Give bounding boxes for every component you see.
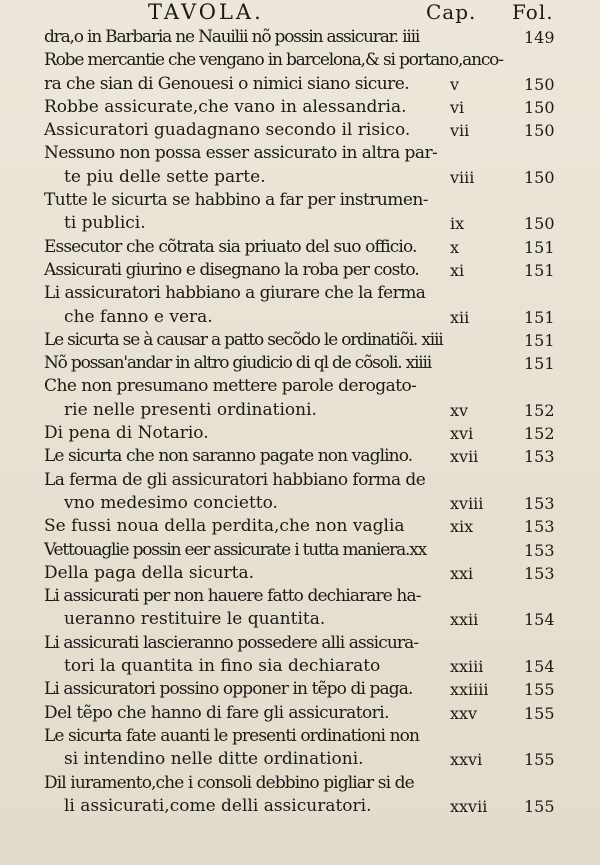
entry-text: Li assicuratori habbiano a giurare che la ferma xyxy=(44,283,426,304)
folio-number: 153 xyxy=(524,517,555,537)
index-row xyxy=(0,608,600,631)
chapter-number: xxi xyxy=(450,563,474,583)
column-header-fol: Fol. xyxy=(512,0,554,24)
entry-text: li assicurati,come delli assicuratori. xyxy=(64,795,372,816)
entry-text: ueranno restituire le quantita. xyxy=(64,609,326,630)
index-row xyxy=(0,329,600,352)
chapter-number: xxv xyxy=(450,703,478,723)
chapter-number: vi xyxy=(450,97,465,117)
entry-text: ti publici. xyxy=(64,213,146,234)
chapter-number: xviii xyxy=(450,493,484,513)
index-row xyxy=(0,282,600,305)
index-row xyxy=(0,772,600,795)
chapter-number: vii xyxy=(450,121,470,141)
folio-number: 151 xyxy=(524,260,555,280)
folio-number: 155 xyxy=(524,750,555,770)
folio-number: 151 xyxy=(524,354,555,374)
folio-number: 150 xyxy=(524,97,555,117)
entry-text: Essecutor che cõtrata sia priuato del suo officio. xyxy=(44,236,417,257)
entry-text: Dil iuramento,che i consoli debbino pigliar si de xyxy=(44,772,414,793)
index-row xyxy=(0,562,600,585)
folio-number: 151 xyxy=(524,237,555,257)
index-row xyxy=(0,539,600,562)
entry-text: tori la quantita in fino sia dechiarato xyxy=(64,656,381,677)
folio-number: 150 xyxy=(524,167,555,187)
index-row xyxy=(0,515,600,538)
index-row xyxy=(0,469,600,492)
entry-text: Li assicurati per non hauere fatto dechiarare ha- xyxy=(44,586,421,607)
folio-number: 149 xyxy=(524,28,555,47)
index-row xyxy=(0,306,600,329)
chapter-number: xv xyxy=(450,400,469,420)
index-row xyxy=(0,236,600,259)
entry-text: Assicurati giurino e disegnano la roba per costo. xyxy=(44,259,419,280)
entry-text: Tutte le sicurta se habbino a far per instrumen- xyxy=(44,190,428,211)
folio-number: 155 xyxy=(524,703,555,723)
entry-text: Se fussi noua della perdita,che non vaglia xyxy=(44,516,405,537)
folio-number: 155 xyxy=(524,796,555,816)
entry-text: Del tẽpo che hanno di fare gli assicuratori. xyxy=(44,702,389,723)
chapter-number: v xyxy=(450,74,460,94)
index-row xyxy=(0,26,600,49)
index-row xyxy=(0,352,600,375)
entry-text: Nõ possan'andar in altro giudicio di ql de cõsoli. xiiii xyxy=(44,353,431,374)
entry-text: Assicuratori guadagnano secondo il risico. xyxy=(44,120,411,141)
entry-text: Le sicurta che non saranno pagate non vaglino. xyxy=(44,446,413,467)
chapter-number: x xyxy=(450,237,460,257)
index-row xyxy=(0,655,600,678)
index-row xyxy=(0,445,600,468)
index-table xyxy=(0,26,600,818)
folio-number: 150 xyxy=(524,121,555,141)
folio-number: 154 xyxy=(524,610,555,630)
chapter-number: xi xyxy=(450,260,465,280)
index-row xyxy=(0,166,600,189)
entry-text: Vettouaglie possin eer assicurate i tutta maniera.xx xyxy=(44,539,426,560)
index-row xyxy=(0,119,600,142)
entry-text: La ferma de gli assicuratori habbiano forma de xyxy=(44,469,426,490)
chapter-number: xii xyxy=(450,307,470,327)
index-row xyxy=(0,142,600,165)
entry-text: Li assicuratori possino opponer in tẽpo di paga. xyxy=(44,679,413,700)
index-row xyxy=(0,702,600,725)
chapter-number: xvi xyxy=(450,424,474,444)
folio-number: 153 xyxy=(524,563,555,583)
entry-text: dra,o in Barbaria ne Nauilii nõ possin assicurar. iiii xyxy=(44,27,420,47)
entry-text: Robbe assicurate,che vano in alessandria. xyxy=(44,96,407,117)
entry-text: Le sicurta se à causar a patto secõdo le ordinatiõi. xiii xyxy=(44,329,443,350)
index-row xyxy=(0,585,600,608)
entry-text: Robe mercantie che vengano in barcelona,& si portano,anco- xyxy=(44,50,503,71)
chapter-number: xxvi xyxy=(450,750,483,770)
folio-number: 150 xyxy=(524,74,555,94)
folio-number: 150 xyxy=(524,214,555,234)
folio-number: 153 xyxy=(524,493,555,513)
index-row xyxy=(0,795,600,818)
index-row xyxy=(0,212,600,235)
folio-number: 152 xyxy=(524,424,555,444)
index-row xyxy=(0,725,600,748)
chapter-number: viii xyxy=(450,167,475,187)
folio-number: 151 xyxy=(524,330,555,350)
chapter-number: xxiii xyxy=(450,657,484,677)
chapter-number: xxvii xyxy=(450,796,488,816)
chapter-number: xix xyxy=(450,517,474,537)
index-row xyxy=(0,422,600,445)
column-header-cap: Cap. xyxy=(426,0,477,24)
index-row xyxy=(0,678,600,701)
index-row xyxy=(0,96,600,119)
entry-text: Di pena di Notario. xyxy=(44,423,209,444)
index-row xyxy=(0,399,600,422)
folio-number: 151 xyxy=(524,307,555,327)
index-row xyxy=(0,375,600,398)
page-title: TAVOLA. xyxy=(148,0,264,24)
entry-text: si intendino nelle ditte ordinationi. xyxy=(64,749,364,770)
index-row xyxy=(0,49,600,72)
folio-number: 152 xyxy=(524,400,555,420)
index-row xyxy=(0,259,600,282)
entry-text: te piu delle sette parte. xyxy=(64,166,266,187)
chapter-number: xxii xyxy=(450,610,479,630)
index-row xyxy=(0,73,600,96)
index-row xyxy=(0,492,600,515)
entry-text: Le sicurta fate auanti le presenti ordinationi non xyxy=(44,725,420,746)
index-row xyxy=(0,189,600,212)
folio-number: 153 xyxy=(524,540,555,560)
index-row xyxy=(0,748,600,771)
folio-number: 153 xyxy=(524,447,555,467)
folio-number: 155 xyxy=(524,680,555,700)
entry-text: rie nelle presenti ordinationi. xyxy=(64,399,317,420)
entry-text: che fanno e vera. xyxy=(64,306,213,327)
entry-text: Della paga della sicurta. xyxy=(44,562,255,583)
chapter-number: xxiiii xyxy=(450,680,489,700)
index-row xyxy=(0,632,600,655)
page-header xyxy=(0,0,600,26)
entry-text: ra che sian di Genouesi o nimici siano sicure. xyxy=(44,73,410,94)
entry-text: Che non presumano mettere parole derogato- xyxy=(44,376,417,397)
entry-text: Li assicurati lascieranno possedere alli assicura- xyxy=(44,632,419,653)
folio-number: 154 xyxy=(524,657,555,677)
entry-text: Nessuno non possa esser assicurato in altra par- xyxy=(44,143,438,164)
chapter-number: ix xyxy=(450,214,465,234)
chapter-number: xvii xyxy=(450,447,479,467)
entry-text: vno medesimo concietto. xyxy=(64,492,278,513)
